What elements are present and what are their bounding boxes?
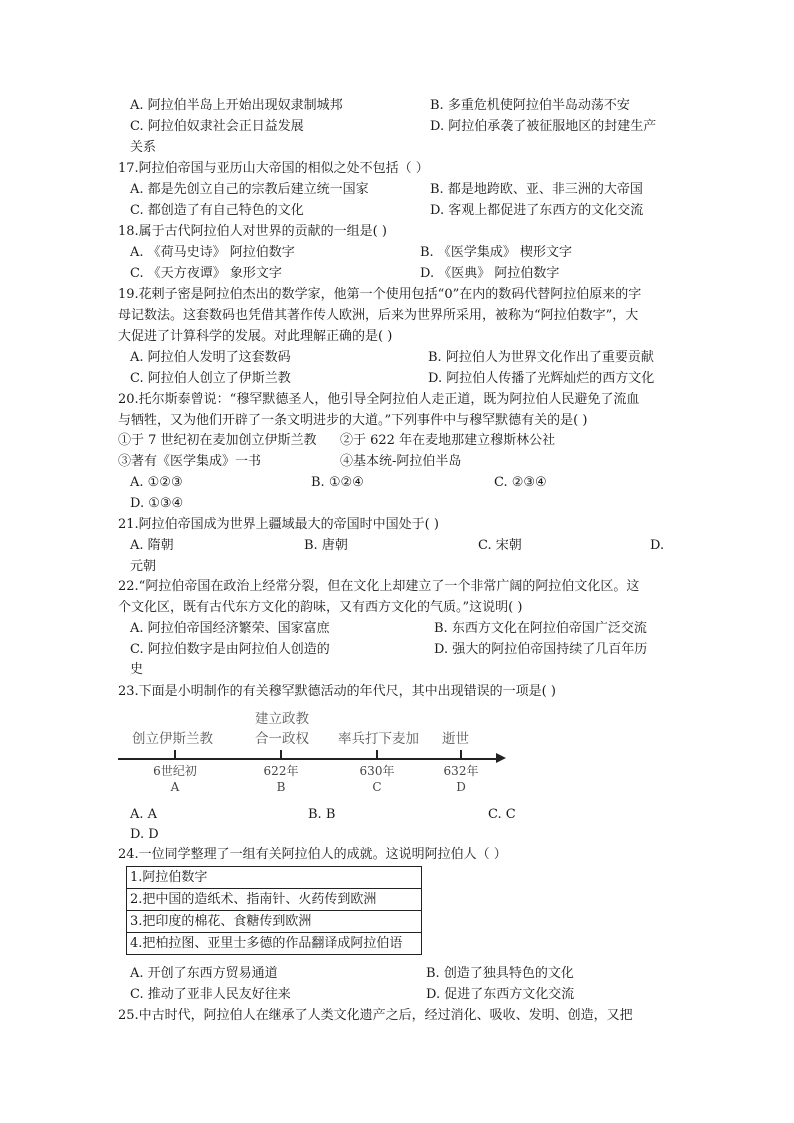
q16-option-b: B. 多重危机使阿拉伯半岛动荡不安 — [430, 98, 630, 113]
q19-option-d: D. 阿拉伯人传播了光辉灿烂的西方文化 — [428, 371, 655, 386]
q22-stem-line-1: 22.“阿拉伯帝国在政治上经常分裂，但在文化上却建立了一个非常广阔的阿拉伯文化区。这 — [118, 579, 640, 594]
q21-option-c: C. 宋朝 — [478, 538, 522, 553]
timeline-tick-a — [174, 750, 176, 759]
q19-option-c: C. 阿拉伯人创立了伊斯兰教 — [130, 371, 291, 386]
timeline-event-a-label: 创立伊斯兰教 — [132, 731, 213, 747]
timeline-event-d-label: 逝世 — [442, 731, 469, 747]
q22-option-d: D. 强大的阿拉伯帝国持续了几百年历 — [434, 642, 648, 657]
q19-stem-line-3: 大促进了计算科学的发展。对此理解正确的是( ) — [118, 329, 393, 344]
table-cell: 3.把印度的棉花、食糖传到欧洲 — [127, 911, 422, 933]
q24-option-a: A. 开创了东西方贸易通道 — [130, 966, 278, 981]
q19-option-a: A. 阿拉伯人发明了这套数码 — [130, 350, 291, 365]
table-cell: 2.把中国的造纸术、指南针、火药传到欧洲 — [127, 889, 422, 911]
q20-option-d: D. ①③④ — [130, 496, 184, 511]
timeline-letter-d: D — [456, 780, 466, 794]
timeline-tick-b — [280, 750, 282, 759]
q17-stem: 17.阿拉伯帝国与亚历山大帝国的相似之处不包括（ ） — [118, 161, 429, 176]
q22-option-b: B. 东西方文化在阿拉伯帝国广泛交流 — [434, 621, 647, 636]
q16-option-a: A. 阿拉伯半岛上开始出现奴隶制城邦 — [130, 98, 343, 113]
timeline-date-c: 630年 — [359, 764, 395, 778]
q16-option-d: D. 阿拉伯承袭了被征服地区的封建生产 — [430, 119, 657, 134]
table-cell: 1.阿拉伯数字 — [127, 867, 422, 889]
q19-stem-line-2: 母记数法。这套数码也凭借其著作传人欧洲，后来为世界所采用，被称为“阿拉伯数字”，大 — [118, 308, 639, 323]
q18-option-b: B. 《医学集成》 楔形文字 — [420, 245, 572, 260]
q16-option-d-continued: 关系 — [130, 140, 157, 155]
table-cell: 4.把柏拉图、亚里士多德的作品翻译成阿拉伯语 — [127, 933, 422, 955]
timeline-date-a: 6世纪初 — [153, 764, 197, 778]
q20-stem-line-1: 20.托尔斯泰曾说：“穆罕默德圣人，他引导全阿拉伯人走正道，既为阿拉伯人民避免了流血 — [118, 392, 640, 407]
table-row — [127, 933, 422, 955]
timeline-date-b: 622年 — [263, 764, 299, 778]
timeline-event-c-label: 率兵打下麦加 — [338, 731, 419, 747]
q23-option-b: B. B — [308, 807, 336, 822]
q21-option-a: A. 隋朝 — [130, 538, 174, 553]
table-row — [127, 867, 422, 889]
q20-option-a: A. ①②③ — [130, 475, 183, 490]
q21-stem: 21.阿拉伯帝国成为世界上疆域最大的帝国时中国处于( ) — [118, 517, 439, 532]
q19-stem-line-1: 19.花剌子密是阿拉伯杰出的数学家，他第一个使用包括“0”在内的数码代替阿拉伯原来的字 — [118, 287, 642, 302]
q22-stem-line-2: 个文化区，既有古代东方文化的韵味，又有西方文化的气质。”这说明( ) — [118, 600, 523, 615]
q20-item-4: ④基本统-阿拉伯半岛 — [340, 454, 462, 469]
q18-option-d: D. 《医典》 阿拉伯数字 — [420, 266, 560, 281]
q22-option-a: A. 阿拉伯帝国经济繁荣、国家富庶 — [130, 621, 330, 636]
q21-option-d: D. — [650, 538, 665, 553]
q24-option-b: B. 创造了独具特色的文化 — [426, 966, 574, 981]
q23-stem: 23.下面是小明制作的有关穆罕默德活动的年代尺，其中出现错误的一项是( ) — [118, 684, 556, 699]
q20-option-b: B. ①②④ — [311, 475, 364, 490]
q16-option-c: C. 阿拉伯奴隶社会正日益发展 — [130, 119, 304, 134]
q23-option-a: A. A — [130, 807, 158, 822]
q20-item-1: ①于 7 世纪初在麦加创立伊斯兰教 — [118, 433, 317, 448]
q23-option-c: C. C — [488, 807, 516, 822]
q17-option-d: D. 客观上都促进了东西方的文化交流 — [430, 203, 644, 218]
q21-option-d-continued: 元朝 — [130, 559, 157, 574]
q20-stem-line-2: 与牺牲，又为他们开辟了一条文明进步的大道。”下列事件中与穆罕默德有关的是( ) — [118, 413, 588, 428]
q24-option-d: D. 促进了东西方文化交流 — [426, 987, 575, 1002]
q17-option-b: B. 都是地跨欧、亚、非三洲的大帝国 — [430, 182, 643, 197]
timeline-date-d: 632年 — [443, 764, 479, 778]
q24-option-c: C. 推动了亚非人民友好往来 — [130, 987, 291, 1002]
q22-option-d-continued: 史 — [130, 662, 144, 677]
timeline-letter-a: A — [170, 780, 180, 794]
q21-option-b: B. 唐朝 — [304, 538, 348, 553]
timeline-arrow — [496, 753, 506, 763]
q24-achievements-table — [126, 866, 422, 955]
q24-stem: 24.一位同学整理了一组有关阿拉伯人的成就。这说明阿拉伯人（ ） — [118, 847, 507, 862]
timeline-event-b-bottom-label: 合一政权 — [255, 731, 309, 747]
timeline-tick-c — [376, 750, 378, 759]
q17-option-c: C. 都创造了有自己特色的文化 — [130, 203, 304, 218]
q20-item-2: ②于 622 年在麦地那建立穆斯林公社 — [340, 433, 556, 448]
q18-option-a: A. 《荷马史诗》 阿拉伯数字 — [130, 245, 295, 260]
q19-option-b: B. 阿拉伯人为世界文化作出了重要贡献 — [428, 350, 654, 365]
q22-option-c: C. 阿拉伯数字是由阿拉伯人创造的 — [130, 642, 330, 657]
timeline-letter-b: B — [276, 780, 286, 794]
q25-stem-line-1: 25.中古时代，阿拉伯人在继承了人类文化遗产之后，经过消化、吸收、发明、创造，又把 — [118, 1008, 633, 1023]
q18-option-c: C. 《天方夜谭》 象形文字 — [130, 266, 282, 281]
timeline-letter-c: C — [372, 780, 382, 794]
table-row — [127, 889, 422, 911]
q20-option-c: C. ②③④ — [494, 475, 547, 490]
timeline-event-b-top-label: 建立政教 — [255, 711, 309, 727]
q23-option-d: D. D — [130, 827, 159, 842]
q18-stem: 18.属于古代阿拉伯人对世界的贡献的一组是( ) — [118, 224, 387, 239]
q20-item-3: ③著有《医学集成》一书 — [118, 454, 262, 469]
table-row — [127, 911, 422, 933]
timeline-tick-d — [460, 750, 462, 759]
q17-option-a: A. 都是先创立自己的宗教后建立统一国家 — [130, 182, 369, 197]
